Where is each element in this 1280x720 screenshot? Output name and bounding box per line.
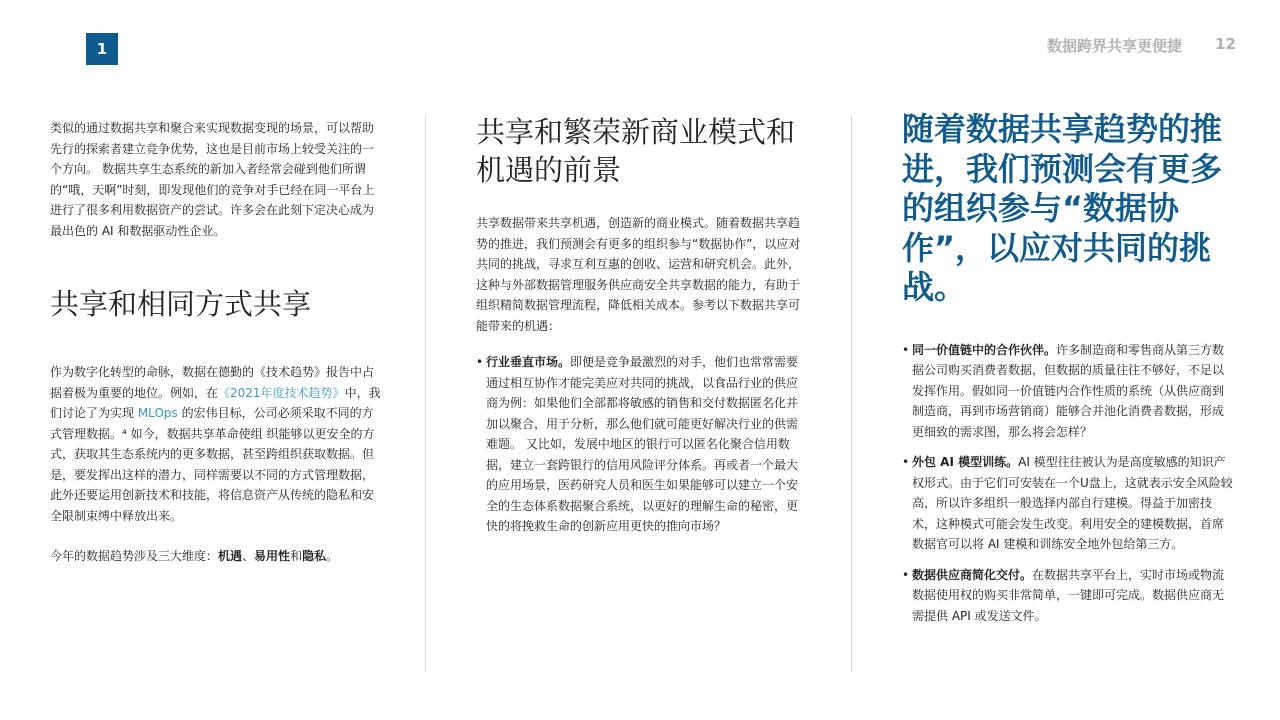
mlops-link[interactable]: MLOps <box>137 406 178 420</box>
list-item-text: 在数据共享平台上，实时市场或物流数据使用权的购买非常简单，一键即可完成。数据供应商无需提供 API 或发送文件。 <box>912 567 1225 623</box>
section-heading-sharing: 共享和相同方式共享 <box>50 287 312 321</box>
column-right <box>902 110 1234 636</box>
list-item <box>902 565 1234 627</box>
paragraph-text-end: 的宏伟目标，公司必须采取不同的方式管理数据。⁴ 如今，数据共享革命使组 织能够以更安全的方式，获取其生态系统内的更多数据，甚至跨组织获取数据。但是，要发挥出这样的潜力，同样需要以不同的方式管理数据，此外还要运用创新技术和技能，将信息资产从传统的隐私和安全限制束缚中释放出来。 <box>50 406 375 523</box>
opportunity-list <box>902 340 1234 627</box>
summary-separator: 、 <box>242 549 255 563</box>
list-item-text: AI 模型往往被认为是高度敏感的知识产权形式。由于它们可安装在一个U盘上，这就表示安全风险较高，所以许多组织一般选择内部自行建模。得益于加密技术，这种模式可能会发生改变。利用安全的建模数据，首席数据官可以将 AI 建模和训练安全地外包给第三方。 <box>912 455 1233 551</box>
summary-separator: 和 <box>290 549 303 563</box>
list-item-title: 同一价值链中的合作伙伴。 <box>912 342 1057 357</box>
list-item <box>476 352 806 537</box>
tech-trends-report-link[interactable]: 《2021年度技术趋势》 <box>218 385 345 400</box>
summary-suffix: 。 <box>326 549 339 563</box>
dimension-usability: 易用性 <box>254 549 291 563</box>
dimension-privacy: 隐私 <box>302 549 327 563</box>
intro-paragraph: 类似的通过数据共享和聚合来实现数据变现的场景，可以帮助先行的探索者建立竞争优势，这也是目前市场上较受关注的一个方向。 数据共享生态系统的新加入者经常会碰到他们所谓的“哦，天啊”时刻，即发现他们的竞争对手已经在同一平台上进行了很多利用数据资产的尝试。许多会在此刻下定决心成为最出色的 AI 和数据驱动性企业。 <box>50 121 375 238</box>
dimensions-summary <box>50 546 382 567</box>
list-item-title: 数据供应商简化交付。 <box>912 567 1033 582</box>
column-middle <box>476 113 806 547</box>
page-number: 12 <box>1215 35 1236 53</box>
pull-quote: 随着数据共享趋势的推进，我们预测会有更多的组织参与“数据协作”，以应对共同的挑战。 <box>902 110 1223 306</box>
column-divider-right <box>851 115 852 671</box>
intro-paragraph: 共享数据带来共享机遇，创造新的商业模式。随着数据共享趋势的推进，我们预测会有更多的组织参与“数据协作”，以应对共同的挑战，寻求互利互惠的创收、运营和研究机会。此外，这种与外部数据管理服务供应商安全共享数据的能力，有助于组织精简数据管理流程，降低相关成本。参考以下数据共享可能带来的机遇： <box>476 216 801 333</box>
paragraph-text-start: 作为数字化转型的命脉，数据在德勤的《技术趋势》报告中占据着极为重要的地位。例如，在 <box>50 365 375 400</box>
paragraph-text-middle: 中，我们讨论了为实现 <box>50 385 381 420</box>
column-divider-left <box>425 115 426 671</box>
column-left <box>50 118 382 567</box>
section-heading-prospects: 共享和繁荣新商业模式和机遇的前景 <box>476 115 796 187</box>
list-item-title: 行业垂直市场。 <box>486 355 571 369</box>
list-item-title: 外包 AI 模型训练。 <box>912 455 1019 469</box>
dimension-opportunity: 机遇 <box>218 549 243 563</box>
list-item-text: 许多制造商和零售商从第三方数据公司购买消费者数据，但数据的质量往往不够好，不足以发挥作用。假如同一价值链内合作性质的系统（从供应商到制造商，再到市场营销商）能够合并池化消费者数据，形成更细致的需求图，那么将会怎样？ <box>912 342 1225 439</box>
list-item-text: 即便是竞争最激烈的对手，他们也常常需要通过相互协作才能完美应对共同的挑战，以食品行业的供应商为例：如果他们全部都将敏感的销售和交付数据匿名化并加以聚合，用于分析，那么他们就可能更好解决行业的供需难题。 又比如，发展中地区的银行可以匿名化聚合信用数据，建立一套跨银行的信用风险评分体系。再或者一个最大的应用场景，医药研究人员和医生如果能够可以建立一个安全的生态体系数据聚合系统，以更好的理解生命的秘密，更快的将挽救生命的创新应用更快的推向市场？ <box>486 355 799 533</box>
chapter-number-badge: 1 <box>86 33 118 65</box>
body-paragraph <box>50 362 382 526</box>
running-title: 数据跨界共享更便捷 <box>1046 37 1182 55</box>
summary-prefix: 今年的数据趋势涉及三大维度： <box>50 549 219 563</box>
list-item <box>902 452 1234 555</box>
list-item <box>902 340 1234 443</box>
opportunity-list <box>476 352 806 537</box>
